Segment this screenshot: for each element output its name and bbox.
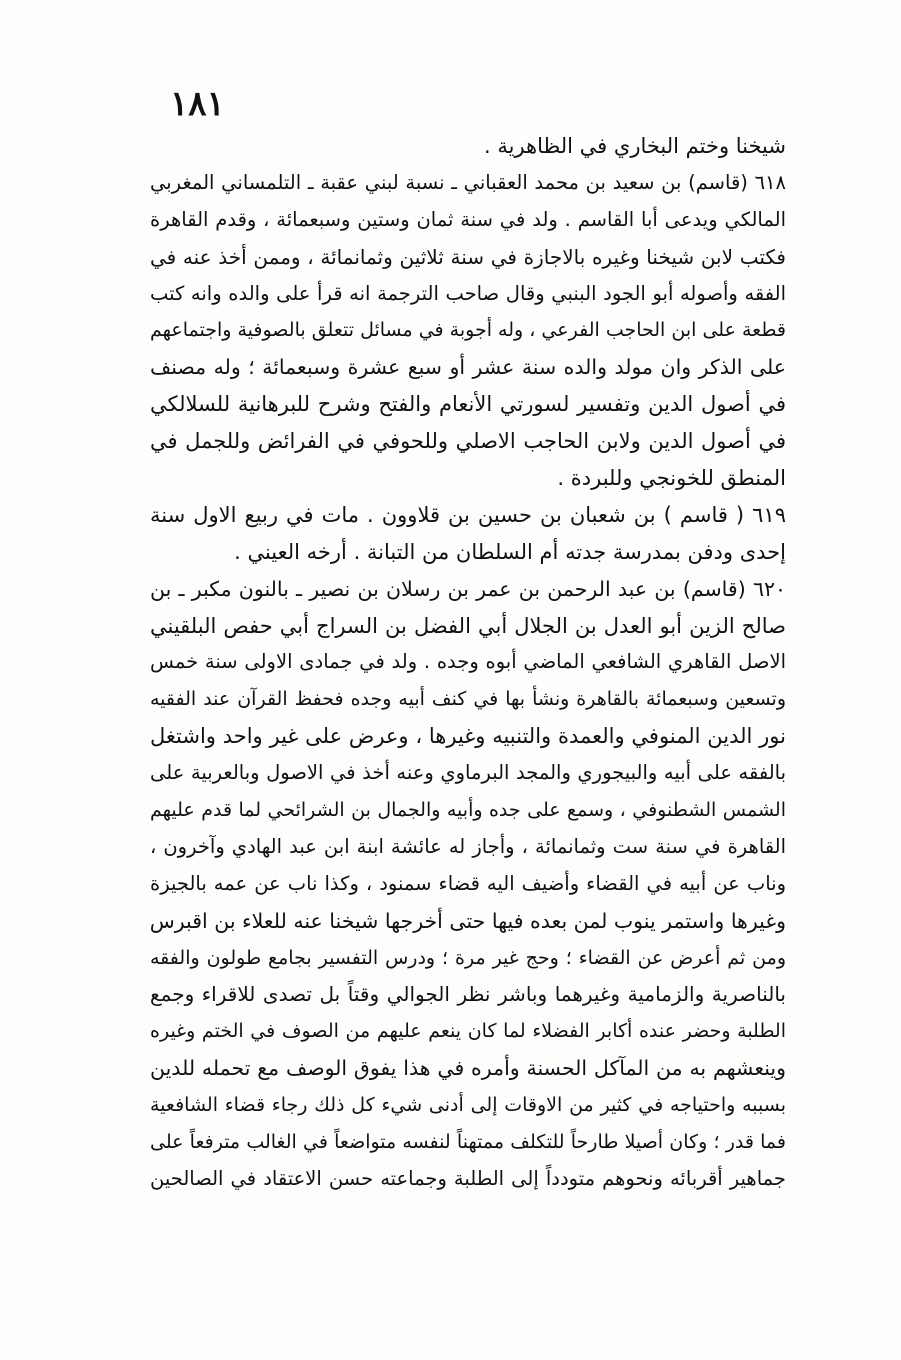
text-line: بالناصرية والزمامية وغيرهما وباشر نظر الجوالي وقتاً بل تصدى للاقراء وجمع [150,982,786,1007]
text-line: الاصل القاهري الشافعي الماضي أبوه وجده . ولد في جمادى الاولى سنة خمس [150,650,786,674]
text-line: في أصول الدين ولابن الحاجب الاصلي وللحوفي في الفرائض وللجمل في [150,429,786,454]
text-line: الفقه وأصوله أبو الجود البنبي وقال صاحب الترجمة انه قرأ على والده وانه كتب [150,281,786,305]
text-line: وينعشهم به من المآكل الحسنة وأمره في هذا يفوق الوصف مع تحمله للدين [150,1056,786,1081]
text-line: ٦١٩ ( قاسم ) بن شعبان بن حسين بن قلاوون . مات في ربيع الاول سنة [150,502,786,527]
text-line: ومن ثم أعرض عن القضاء ؛ وحج غير مرة ؛ ودرس التفسير بجامع طولون والفقه [150,946,786,969]
text-line: وتسعين وسبعمائة بالقاهرة ونشأ بها في كنف أبيه وجده فحفظ القرآن عند الفقيه [150,688,786,711]
text-line: القاهرة في سنة ست وثمانمائة ، وأجاز له عائشة ابنة ابن عبد الهادي وآخرون ، [150,834,786,858]
text-line: الطلبة وحضر عنده أكابر الفضلاء لما كان ينعم عليهم من الصوف في الختم وغيره [150,1020,786,1043]
body-text [150,128,786,1198]
text-line: وغيرها واستمر ينوب لمن بعده فيها حتى أخرجها شيخنا عنه للعلاء بن اقبرس [150,908,786,933]
text-line: ٦١٨ (قاسم) بن سعيد بن محمد العقباني ـ نسبة لبني عقبة ـ التلمساني المغربي [150,170,786,194]
text-line: الشمس الشطنوفي ، وسمع على جده وأبيه والجمال بن الشرائحي لما قدم عليهم [150,799,786,822]
text-line: في أصول الدين وتفسير لسورتي الأنعام والفتح وشرح للبرهانية للسلالكي [150,392,786,417]
text-line: شيخنا وختم البخاري في الظاهرية . [484,134,786,158]
text-line: فكتب لابن شيخنا وغيره بالاجازة في سنة ثلاثين وثمانمائة ، وممن أخذ عنه في [150,244,786,269]
text-line: نور الدين المنوفي والعمدة والتنبيه وغيرها ، وعرض على غير واحد واشتغل [150,724,786,749]
text-line: المنطق للخونجي وللبردة . [557,466,786,491]
text-line: المالكي ويدعى أبا القاسم . ولد في سنة ثمان وستين وسبعمائة ، وقدم القاهرة [150,207,786,231]
text-line: صالح الزين أبو العدل بن الجلال أبي الفضل بن السراج أبي حفص البلقيني [150,613,786,638]
text-line: بالفقه على أبيه والبيجوري والمجد البرماوي وعنه أخذ في الاصول وبالعربية على [150,761,786,785]
text-line: إحدى ودفن بمدرسة جدته أم السلطان من التبانة . أرخه العيني . [234,539,786,564]
text-line: بسببه واحتياجه في كثير من الاوقات إلى أدنى شيء كل ذلك رجاء قضاء الشافعية [150,1094,786,1117]
text-line: وناب عن أبيه في القضاء وأضيف اليه قضاء سمنود ، وكذا ناب عن عمه بالجيزة [150,871,786,895]
text-line: قطعة على ابن الحاجب الفرعي ، وله أجوبة في مسائل تتعلق بالصوفية واجتماعهم [150,319,786,342]
text-line: ٦٢٠ (قاسم) بن عبد الرحمن بن عمر بن رسلان بن نصير ـ بالنون مكبر ـ بن [150,576,786,601]
text-line: فما قدر ؛ وكان أصيلا طارحاً للتكلف ممتهناً لنفسه متواضعاً في الغالب مترفعاً على [150,1131,786,1154]
text-line: على الذكر وان مولد والده سنة عشر أو سبع عشرة وسبعمائة ؛ وله مصنف [150,355,786,380]
page-number: ١٨١ [170,84,225,124]
text-line: جماهير أقربائه ونحوهم متودداً إلى الطلبة وجماعته حسن الاعتقاد في الصالحين [150,1166,786,1190]
